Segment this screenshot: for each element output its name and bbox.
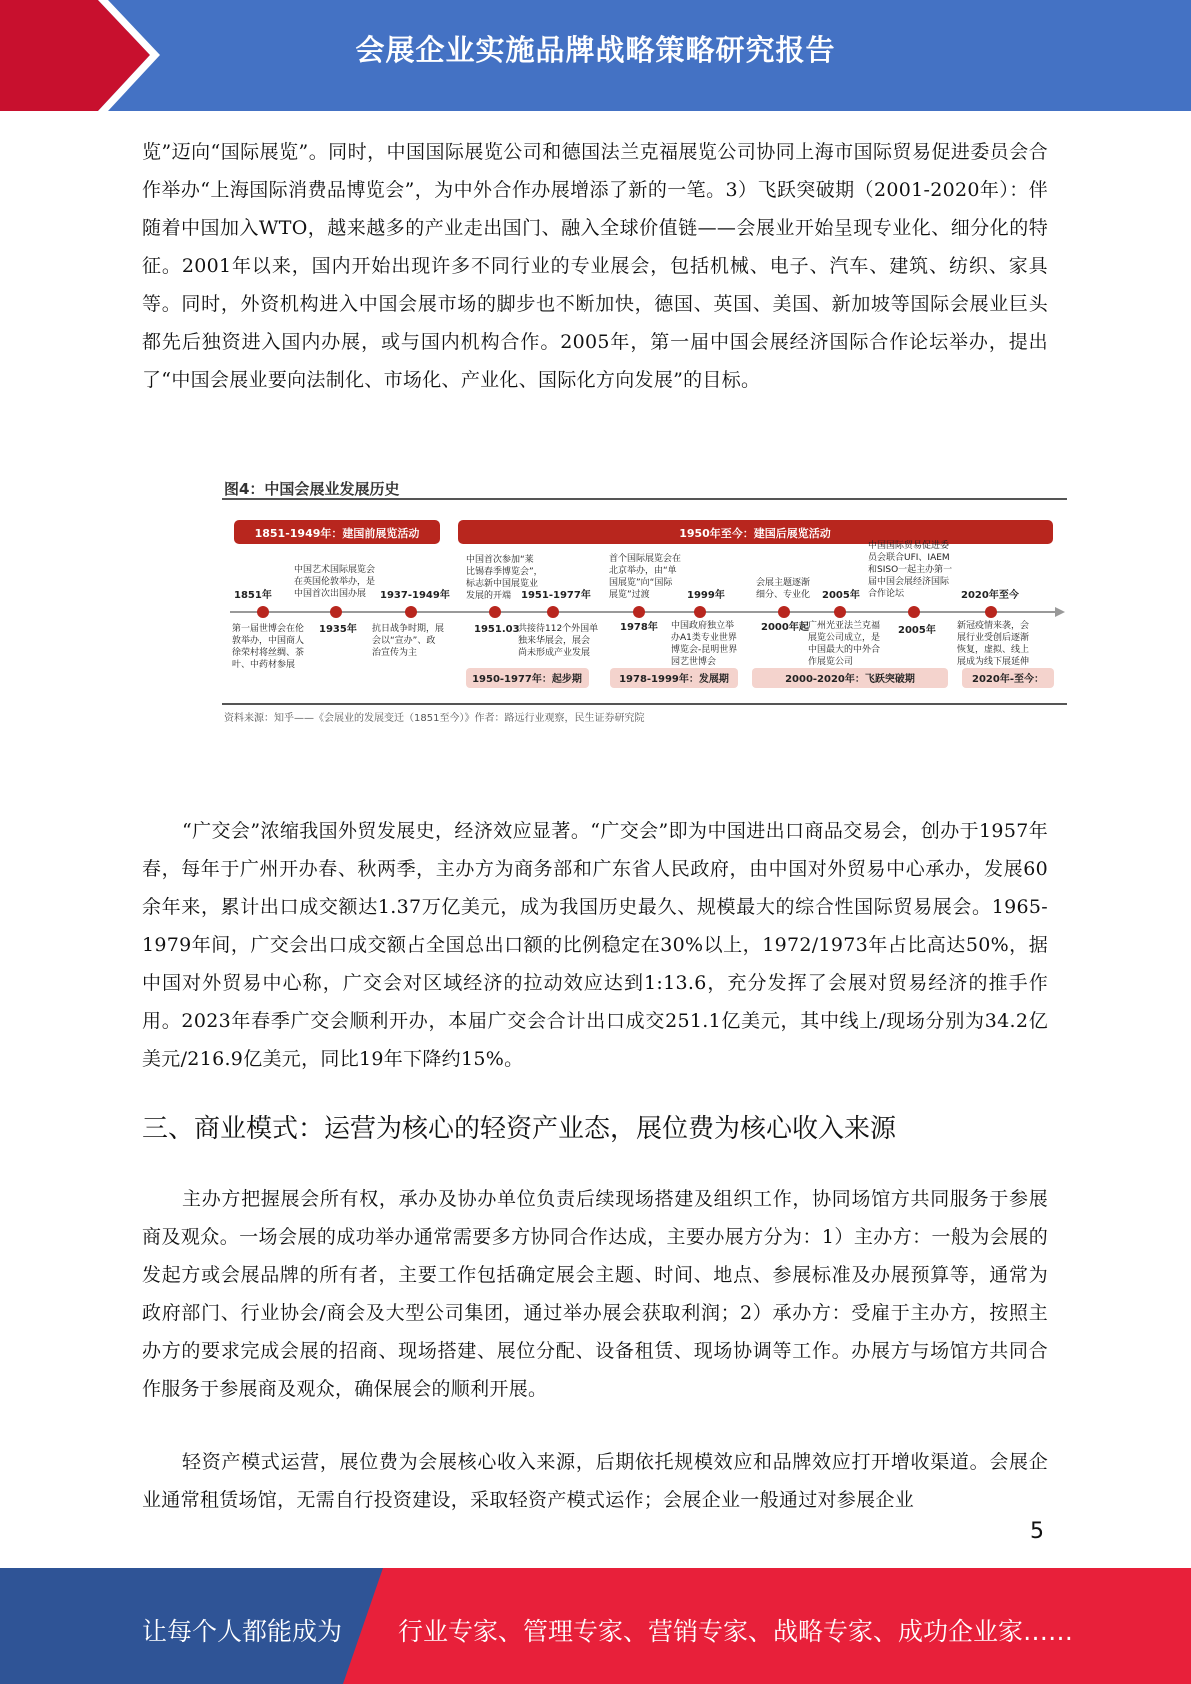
figure-source: 资料来源：知乎——《会展业的发展变迁（1851至今）》作者：路远行业观察，民生证券研究院 <box>224 713 645 724</box>
event-1-text: 第一届世博会在伦 敦举办，中国商人 徐荣村将丝绸、茶 叶、中药材参展 <box>232 624 305 670</box>
section-heading: 三、商业模式：运营为核心的轻资产业态，展位费为核心收入来源 <box>142 1114 897 1144</box>
body-paragraph-3-container <box>142 1180 1048 1408</box>
year-label: 1951-1977年 <box>521 590 591 601</box>
event-8-text: 会展主题逐渐 细分、专业化 <box>756 578 811 600</box>
phase-label: 2000-2020年：飞跃突破期 <box>785 674 915 685</box>
event-3-text: 抗日战争时期，展 会以“宣办”、政 治宣传为主 <box>372 624 445 658</box>
page-number: 5 <box>1030 1519 1044 1544</box>
event-5-text: 共接待112个外国单 独来华展会，展会 尚未形成产业发展 <box>518 624 599 658</box>
year-label: 2005年 <box>898 625 936 636</box>
page-footer <box>0 1568 1191 1684</box>
event-descriptions <box>232 539 1032 670</box>
event-9-text: 广州光亚法兰克福 展览公司成立，是 中国最大的中外合 作展览公司 <box>808 621 881 667</box>
timeline-dot <box>778 606 790 618</box>
timeline-dot <box>547 606 559 618</box>
year-label: 1999年 <box>687 590 725 601</box>
body-paragraph: 主办方把握展会所有权，承办及协办单位负责后续现场搭建及组织工作，协同场馆方共同服务于参展商及观众。一场会展的成功举办通常需要多方协同合作达成，主要办展方分为：1）主办方：一般为会展的发起方或会展品牌的所有者，主要工作包括确定展会主题、时间、地点、参展标准及办展预算等，通常为政府部门、行业协会/商会及大型公司集团，通过举办展会获取利润；2）承办方：受雇于主办方，按照主办方的要求完成会展的招商、现场搭建、展位分配、设备租赁、现场协调等工作。办展方与场馆方共同合作服务于参展商及观众，确保展会的顺利开展。 <box>142 1188 1048 1400</box>
year-label: 2020年至今 <box>961 590 1019 601</box>
year-label: 1951.03 <box>474 624 520 635</box>
phase-label: 1950-1977年：起步期 <box>472 674 582 685</box>
body-paragraph-2-container <box>142 812 1048 1078</box>
timeline-dot <box>633 606 645 618</box>
body-paragraph-4-container <box>142 1443 1048 1519</box>
era-left-label: 1851-1949年：建国前展览活动 <box>254 527 420 540</box>
body-paragraph: 轻资产模式运营，展位费为会展核心收入来源，后期依托规模效应和品牌效应打开增收渠道。会展企业通常租赁场馆，无需自行投资建设，采取轻资产模式运作；会展企业一般通过对参展企业 <box>142 1451 1048 1511</box>
phase-label: 1978-1999年：发展期 <box>619 674 729 685</box>
body-paragraph: “广交会”浓缩我国外贸发展史，经济效应显著。“广交会”即为中国进出口商品交易会，创办于1957年春，每年于广州开办春、秋两季，主办方为商务部和广东省人民政府，由中国对外贸易中心承办，发展60余年来，累计出口成交额达1.37万亿美元，成为我国历史最久、规模最大的综合性国际贸易展会。1965-1979年间，广交会出口成交额占全国总出口额的比例稳定在30%以上，1972/1973年占比高达50%，据中国对外贸易中心称，广交会对区域经济的拉动效应达到1:13.6，充分发挥了会展对贸易经济的推手作用。2023年春季广交会顺利开办，本届广交会合计出口成交251.1亿美元，其中线上/现场分别为34.2亿美元/216.9亿美元，同比19年下降约15%。 <box>142 820 1048 1070</box>
year-label: 1978年 <box>620 622 658 633</box>
timeline-dot <box>405 606 417 618</box>
phase-label: 2020年-至今： <box>972 674 1044 685</box>
page-header <box>0 0 1191 111</box>
event-11-text: 新冠疫情来袭，会 展行业受创后逐渐 恢复，虚拟、线上 展成为线下展延伸 <box>957 621 1030 667</box>
timeline-dot <box>330 606 342 618</box>
timeline-dot <box>694 606 706 618</box>
timeline-dot <box>834 606 846 618</box>
year-label: 1937-1949年 <box>380 590 450 601</box>
timeline-figure <box>222 474 1067 732</box>
year-label: 1851年 <box>234 590 272 601</box>
year-label: 2005年 <box>822 590 860 601</box>
body-paragraph: 览”迈向“国际展览”。同时，中国国际展览公司和德国法兰克福展览公司协同上海市国际贸易促进委员会合作举办“上海国际消费品博览会”，为中外合作办展增添了新的一笔。3）飞跃突破期（2001-2020年）：伴随着中国加入WTO，越来越多的产业走出国门、融入全球价值链——会展业开始呈现专业化、细分化的特征。2001年以来，国内开始出现许多不同行业的专业展会，包括机械、电子、汽车、建筑、纺织、家具等。同时，外资机构进入中国会展市场的脚步也不断加快，德国、英国、美国、新加坡等国际会展业巨头都先后独资进入国内办展，或与国内机构合作。2005年，第一届中国会展经济国际合作论坛举办，提出了“中国会展业要向法制化、市场化、产业化、国际化方向发展”的目标。 <box>142 141 1048 391</box>
timeline-graphic <box>222 474 1067 732</box>
event-7-text: 中国政府独立举 办A1类专业世界 博览会-昆明世界 园艺世博会 <box>671 621 738 667</box>
timeline-dot <box>985 606 997 618</box>
body-paragraph-1-container <box>142 133 1048 399</box>
year-label: 2000年起 <box>761 622 809 633</box>
timeline-dot <box>489 606 501 618</box>
year-label: 1935年 <box>319 624 357 635</box>
footer-slogan-right: 行业专家、管理专家、营销专家、战略专家、成功企业家…… <box>398 1617 1074 1646</box>
timeline-arrow <box>1055 607 1065 617</box>
event-6-text: 首个国际展览会在 北京举办，由“单 国展览”向“国际 展览”过渡 <box>609 554 682 600</box>
report-title: 会展企业实施品牌战略策略研究报告 <box>355 33 836 67</box>
event-2-text: 中国艺术国际展览会 在英国伦敦举办，是 中国首次出国办展 <box>294 565 376 599</box>
timeline-dot <box>908 606 920 618</box>
event-10-text: 中国国际贸易促进委 员会联合UFI、IAEM 和SISO一起主办第一 届中国会展经济国际 合作论坛 <box>868 541 953 599</box>
figure-title: 图4：中国会展业发展历史 <box>224 480 400 498</box>
event-4-text: 中国首次参加“莱 比锡春季博览会”， 标志新中国展览业 发展的开端 <box>466 555 543 601</box>
footer-slogan-left: 让每个人都能成为 <box>142 1617 343 1646</box>
timeline-dot <box>257 606 269 618</box>
era-right-label: 1950年至今：建国后展览活动 <box>679 527 831 540</box>
